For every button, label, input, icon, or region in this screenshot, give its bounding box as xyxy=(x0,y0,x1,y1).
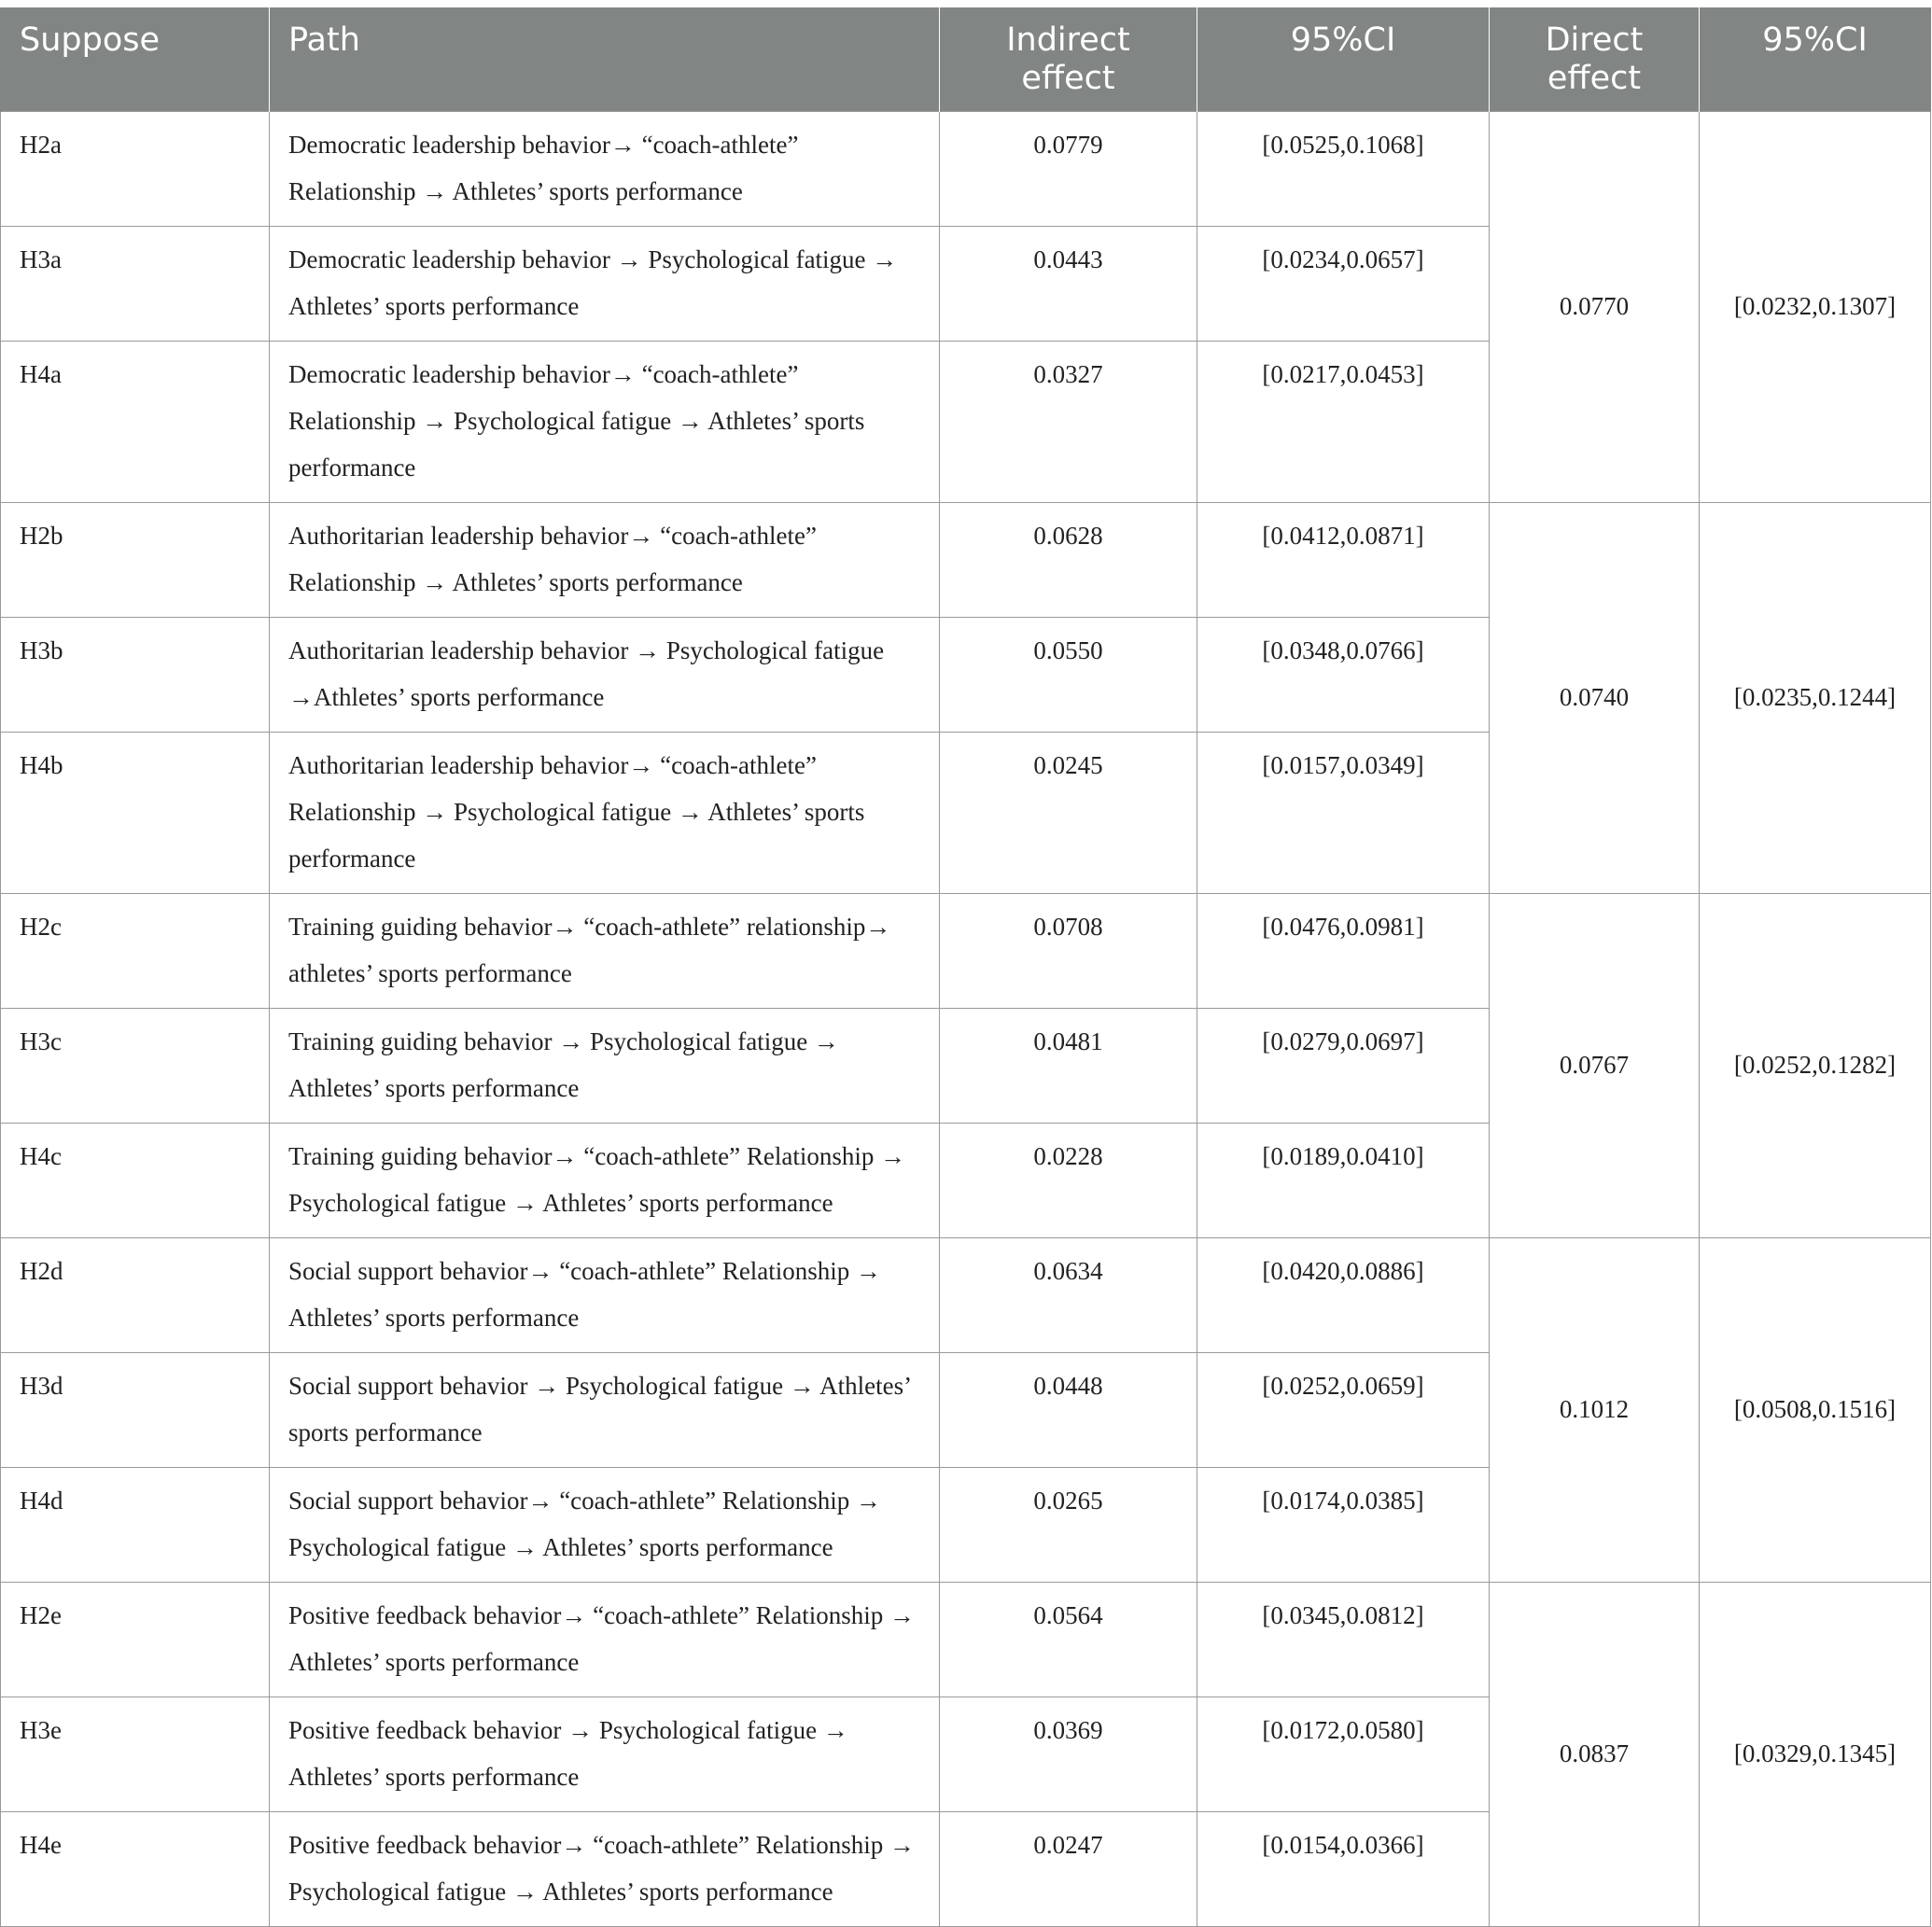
cell-indirect-effect: 0.0779 xyxy=(940,112,1197,227)
cell-path: Democratic leadership behavior→ “coach-athlete” Relationship → Athletes’ sports performance xyxy=(270,112,940,227)
table-row xyxy=(1,112,1931,227)
cell-path: Authoritarian leadership behavior→ “coach-athlete” Relationship → Psychological fatigue → Athletes’ sports performance xyxy=(270,733,940,894)
cell-indirect-ci: [0.0189,0.0410] xyxy=(1197,1124,1490,1238)
cell-indirect-effect: 0.0245 xyxy=(940,733,1197,894)
cell-indirect-effect: 0.0628 xyxy=(940,503,1197,618)
cell-suppose: H3c xyxy=(1,1009,270,1124)
cell-path: Social support behavior→ “coach-athlete” Relationship → Psychological fatigue → Athletes’ sports performance xyxy=(270,1468,940,1583)
cell-direct-ci: [0.0329,0.1345] xyxy=(1700,1583,1931,1927)
header-row xyxy=(1,7,1931,112)
cell-suppose: H4c xyxy=(1,1124,270,1238)
cell-indirect-ci: [0.0157,0.0349] xyxy=(1197,733,1490,894)
cell-indirect-effect: 0.0265 xyxy=(940,1468,1197,1583)
cell-indirect-ci: [0.0279,0.0697] xyxy=(1197,1009,1490,1124)
cell-suppose: H4d xyxy=(1,1468,270,1583)
header-direct-ci: 95%CI xyxy=(1700,7,1931,112)
cell-suppose: H2e xyxy=(1,1583,270,1697)
cell-indirect-effect: 0.0448 xyxy=(940,1353,1197,1468)
cell-indirect-effect: 0.0564 xyxy=(940,1583,1197,1697)
cell-suppose: H2c xyxy=(1,894,270,1009)
cell-indirect-effect: 0.0708 xyxy=(940,894,1197,1009)
cell-indirect-ci: [0.0174,0.0385] xyxy=(1197,1468,1490,1583)
cell-indirect-effect: 0.0481 xyxy=(940,1009,1197,1124)
cell-indirect-ci: [0.0217,0.0453] xyxy=(1197,342,1490,503)
table-row xyxy=(1,894,1931,1009)
cell-suppose: H2b xyxy=(1,503,270,618)
cell-path: Democratic leadership behavior→ “coach-athlete” Relationship → Psychological fatigue → Athletes’ sports performance xyxy=(270,342,940,503)
cell-suppose: H3b xyxy=(1,618,270,733)
mediation-effects-table xyxy=(0,7,1931,1927)
cell-suppose: H3e xyxy=(1,1697,270,1812)
cell-indirect-ci: [0.0172,0.0580] xyxy=(1197,1697,1490,1812)
cell-indirect-ci: [0.0154,0.0366] xyxy=(1197,1812,1490,1927)
cell-indirect-effect: 0.0369 xyxy=(940,1697,1197,1812)
cell-suppose: H3d xyxy=(1,1353,270,1468)
header-direct-effect: Direct effect xyxy=(1490,7,1700,112)
cell-suppose: H2a xyxy=(1,112,270,227)
cell-indirect-ci: [0.0476,0.0981] xyxy=(1197,894,1490,1009)
cell-indirect-effect: 0.0443 xyxy=(940,227,1197,342)
cell-indirect-ci: [0.0252,0.0659] xyxy=(1197,1353,1490,1468)
cell-suppose: H4a xyxy=(1,342,270,503)
cell-indirect-effect: 0.0247 xyxy=(940,1812,1197,1927)
cell-path: Training guiding behavior→ “coach-athlete” Relationship → Psychological fatigue → Athletes’ sports performance xyxy=(270,1124,940,1238)
cell-suppose: H4b xyxy=(1,733,270,894)
cell-direct-ci: [0.0508,0.1516] xyxy=(1700,1238,1931,1583)
cell-path: Positive feedback behavior→ “coach-athlete” Relationship → Psychological fatigue → Athletes’ sports performance xyxy=(270,1812,940,1927)
cell-path: Positive feedback behavior → Psychological fatigue → Athletes’ sports performance xyxy=(270,1697,940,1812)
cell-path: Authoritarian leadership behavior→ “coach-athlete” Relationship → Athletes’ sports performance xyxy=(270,503,940,618)
cell-indirect-ci: [0.0234,0.0657] xyxy=(1197,227,1490,342)
cell-path: Positive feedback behavior→ “coach-athlete” Relationship → Athletes’ sports performance xyxy=(270,1583,940,1697)
cell-direct-effect: 0.1012 xyxy=(1490,1238,1700,1583)
header-indirect-ci: 95%CI xyxy=(1197,7,1490,112)
cell-direct-effect: 0.0837 xyxy=(1490,1583,1700,1927)
cell-indirect-effect: 0.0550 xyxy=(940,618,1197,733)
cell-direct-ci: [0.0232,0.1307] xyxy=(1700,112,1931,503)
cell-direct-effect: 0.0767 xyxy=(1490,894,1700,1238)
cell-indirect-ci: [0.0348,0.0766] xyxy=(1197,618,1490,733)
cell-path: Training guiding behavior→ “coach-athlete” relationship→ athletes’ sports performance xyxy=(270,894,940,1009)
cell-direct-ci: [0.0252,0.1282] xyxy=(1700,894,1931,1238)
cell-suppose: H4e xyxy=(1,1812,270,1927)
cell-indirect-ci: [0.0412,0.0871] xyxy=(1197,503,1490,618)
cell-path: Social support behavior→ “coach-athlete” Relationship → Athletes’ sports performance xyxy=(270,1238,940,1353)
header-suppose: Suppose xyxy=(1,7,270,112)
cell-path: Democratic leadership behavior → Psychological fatigue → Athletes’ sports performance xyxy=(270,227,940,342)
cell-path: Training guiding behavior → Psychological fatigue → Athletes’ sports performance xyxy=(270,1009,940,1124)
table-row xyxy=(1,503,1931,618)
table-row xyxy=(1,1238,1931,1353)
cell-indirect-effect: 0.0327 xyxy=(940,342,1197,503)
cell-direct-ci: [0.0235,0.1244] xyxy=(1700,503,1931,894)
table-body xyxy=(1,112,1931,1927)
cell-direct-effect: 0.0770 xyxy=(1490,112,1700,503)
cell-path: Authoritarian leadership behavior → Psychological fatigue →Athletes’ sports performance xyxy=(270,618,940,733)
cell-indirect-effect: 0.0228 xyxy=(940,1124,1197,1238)
mediation-effects-table-container xyxy=(0,7,1930,1927)
cell-direct-effect: 0.0740 xyxy=(1490,503,1700,894)
cell-path: Social support behavior → Psychological fatigue → Athletes’ sports performance xyxy=(270,1353,940,1468)
cell-indirect-ci: [0.0525,0.1068] xyxy=(1197,112,1490,227)
cell-suppose: H3a xyxy=(1,227,270,342)
cell-indirect-ci: [0.0345,0.0812] xyxy=(1197,1583,1490,1697)
header-indirect-effect: Indirect effect xyxy=(940,7,1197,112)
cell-indirect-effect: 0.0634 xyxy=(940,1238,1197,1353)
cell-suppose: H2d xyxy=(1,1238,270,1353)
header-path: Path xyxy=(270,7,940,112)
table-row xyxy=(1,1583,1931,1697)
table-header xyxy=(1,7,1931,112)
cell-indirect-ci: [0.0420,0.0886] xyxy=(1197,1238,1490,1353)
